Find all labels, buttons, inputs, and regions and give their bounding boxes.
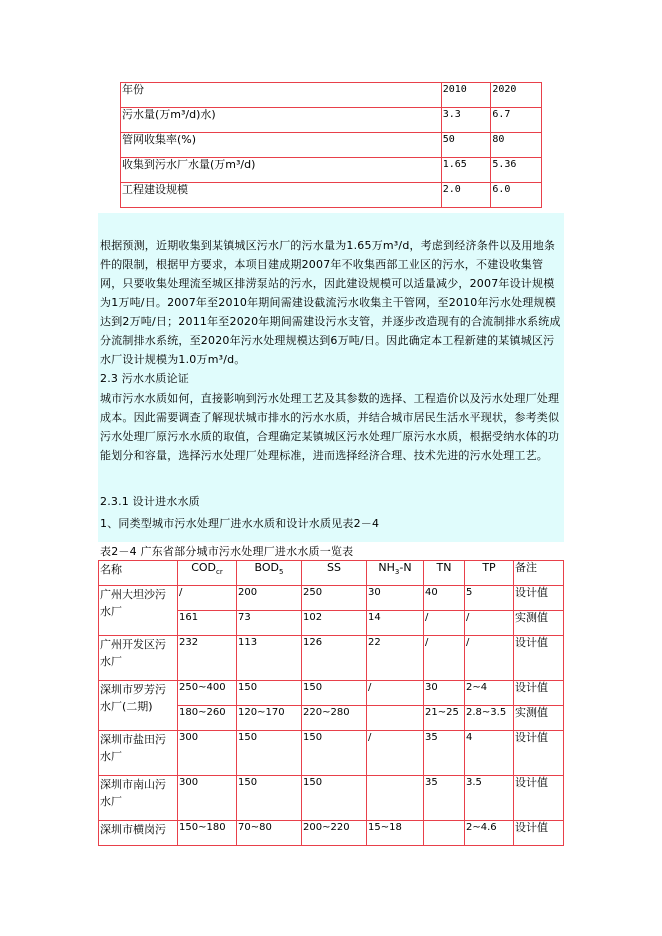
header-bod: $BOD_5$ — [237, 561, 302, 586]
tn-value: 35 — [424, 776, 465, 821]
header-tn: TN — [424, 561, 465, 586]
section-heading: 2.3 污水水质论证 — [100, 372, 189, 385]
table-row — [99, 731, 564, 776]
plant-name: 广州大坦沙污水厂 — [99, 586, 178, 636]
cod-value: 300 — [178, 776, 237, 821]
bod-value: 200 — [237, 586, 302, 611]
nh3n-value: 30 — [367, 586, 424, 611]
ss-value: 126 — [302, 636, 367, 681]
list-item: 1、同类型城市污水处理厂进水水质和设计水质见表2－4 — [100, 517, 380, 530]
table-row — [99, 586, 564, 611]
forecast-paragraph: 根据预测，近期收集到某镇城区污水厂的污水量为1.65万m³/d，考虑到经济条件以及用地条件的限制，根据甲方要求，本项目建成期2007年不收集西部工业区的污水，不建设收集管网，只要收集处理流至城区排涝泵站的污水，因此建设规模可以适量减少，2007年设计规模为1万吨/日。2007年至2010年期间需建设截流污水收集主干管网，至2010年污水处理规模达到2万吨/日；2011年至2020年期间需建设污水支管，并逐步改造现有的合流制排水系统成分流制排水系统，至2020年污水处理规模达到6万吨/日。因此确定本工程新建的某镇城区污水厂设计规模为1.0万m³/d。 — [100, 239, 561, 366]
note-value: 实测值 — [514, 611, 564, 636]
note-value: 设计值 — [514, 776, 564, 821]
tn-value: / — [424, 611, 465, 636]
row-label: 管网收集率(%) — [121, 133, 442, 158]
tn-value: 40 — [424, 586, 465, 611]
tp-value: 5 — [465, 586, 514, 611]
tp-value: 2~4 — [465, 681, 514, 706]
row-label: 工程建设规模 — [121, 183, 442, 208]
header-tp: TP — [465, 561, 514, 586]
cod-value: 232 — [178, 636, 237, 681]
table-caption: 表2－4 广东省部分城市污水处理厂进水水质一览表 — [100, 545, 354, 558]
table-row — [99, 636, 564, 681]
note-value: 设计值 — [514, 821, 564, 846]
table-row — [121, 83, 542, 108]
note-value: 设计值 — [514, 636, 564, 681]
plant-name: 深圳市横岗污 — [99, 821, 178, 846]
value-2020: 80 — [491, 133, 542, 158]
value-2020: 5.36 — [491, 158, 542, 183]
plant-name: 广州开发区污水厂 — [99, 636, 178, 681]
row-label: 年份 — [121, 83, 442, 108]
bod-value: 70~80 — [237, 821, 302, 846]
ss-value: 220~280 — [302, 706, 367, 731]
note-value: 设计值 — [514, 586, 564, 611]
header-nh3n: $NH_3-N$ — [367, 561, 424, 586]
plant-name: 深圳市罗芳污水厂(二期) — [99, 681, 178, 731]
header-cod: $COD_{cr}$ — [178, 561, 237, 586]
tp-value: / — [465, 611, 514, 636]
header-note: 备注 — [514, 561, 564, 586]
ss-value: 150 — [302, 776, 367, 821]
bod-value: 150 — [237, 776, 302, 821]
row-label: 污水量(万m³/d)水) — [121, 108, 442, 133]
row-label: 收集到污水厂水量(万m³/d) — [121, 158, 442, 183]
bod-value: 120~170 — [237, 706, 302, 731]
cod-value: 300 — [178, 731, 237, 776]
table-row — [99, 821, 564, 846]
value-2020: 6.0 — [491, 183, 542, 208]
bod-value: 150 — [237, 681, 302, 706]
tn-value: / — [424, 636, 465, 681]
cod-value: 180~260 — [178, 706, 237, 731]
value-2010: 2010 — [441, 83, 491, 108]
nh3n-value — [367, 776, 424, 821]
ss-value: 150 — [302, 681, 367, 706]
table-row — [121, 183, 542, 208]
nh3n-value: 14 — [367, 611, 424, 636]
value-2020: 6.7 — [491, 108, 542, 133]
tn-value: 30 — [424, 681, 465, 706]
planning-scale-table — [120, 82, 542, 208]
plant-name: 深圳市盐田污水厂 — [99, 731, 178, 776]
value-2010: 50 — [441, 133, 491, 158]
cod-value: 161 — [178, 611, 237, 636]
note-value: 设计值 — [514, 681, 564, 706]
nh3n-value: 15~18 — [367, 821, 424, 846]
influent-quality-table — [98, 560, 564, 846]
value-2010: 2.0 — [441, 183, 491, 208]
tp-value: 2.8~3.5 — [465, 706, 514, 731]
value-2010: 1.65 — [441, 158, 491, 183]
nh3n-value: / — [367, 681, 424, 706]
table-row — [99, 776, 564, 821]
tn-value: 35 — [424, 731, 465, 776]
water-quality-paragraph: 城市污水水质如何，直接影响到污水处理工艺及其参数的选择、工程造价以及污水处理厂处理成本。因此需要调查了解现状城市排水的污水水质，并结合城市居民生活水平现状，参考类似污水处理厂原污水水质的取值，合理确定某镇城区污水处理厂原污水水质，根据受纳水体的功能划分和容量，选择污水处理厂处理标准，进而选择经济合理、技术先进的污水处理工艺。 — [100, 392, 560, 462]
header-row — [99, 561, 564, 586]
tp-value: 3.5 — [465, 776, 514, 821]
bod-value: 150 — [237, 731, 302, 776]
tn-value — [424, 821, 465, 846]
header-name: 名称 — [99, 561, 178, 586]
note-value: 设计值 — [514, 731, 564, 776]
bod-value: 113 — [237, 636, 302, 681]
table-row — [121, 158, 542, 183]
tp-value: 2~4.6 — [465, 821, 514, 846]
bod-value: 73 — [237, 611, 302, 636]
table-row — [99, 681, 564, 706]
plant-name: 深圳市南山污水厂 — [99, 776, 178, 821]
ss-value: 200~220 — [302, 821, 367, 846]
header-ss: SS — [302, 561, 367, 586]
cod-value: / — [178, 586, 237, 611]
value-2010: 3.3 — [441, 108, 491, 133]
table-row — [121, 133, 542, 158]
ss-value: 102 — [302, 611, 367, 636]
tp-value: / — [465, 636, 514, 681]
ss-value: 150 — [302, 731, 367, 776]
cod-value: 150~180 — [178, 821, 237, 846]
table-row — [121, 108, 542, 133]
value-2020: 2020 — [491, 83, 542, 108]
cod-value: 250~400 — [178, 681, 237, 706]
nh3n-value — [367, 706, 424, 731]
subsection-heading: 2.3.1 设计进水水质 — [100, 495, 200, 508]
nh3n-value: 22 — [367, 636, 424, 681]
ss-value: 250 — [302, 586, 367, 611]
note-value: 实测值 — [514, 706, 564, 731]
nh3n-value: / — [367, 731, 424, 776]
tn-value: 21~25 — [424, 706, 465, 731]
tp-value: 4 — [465, 731, 514, 776]
